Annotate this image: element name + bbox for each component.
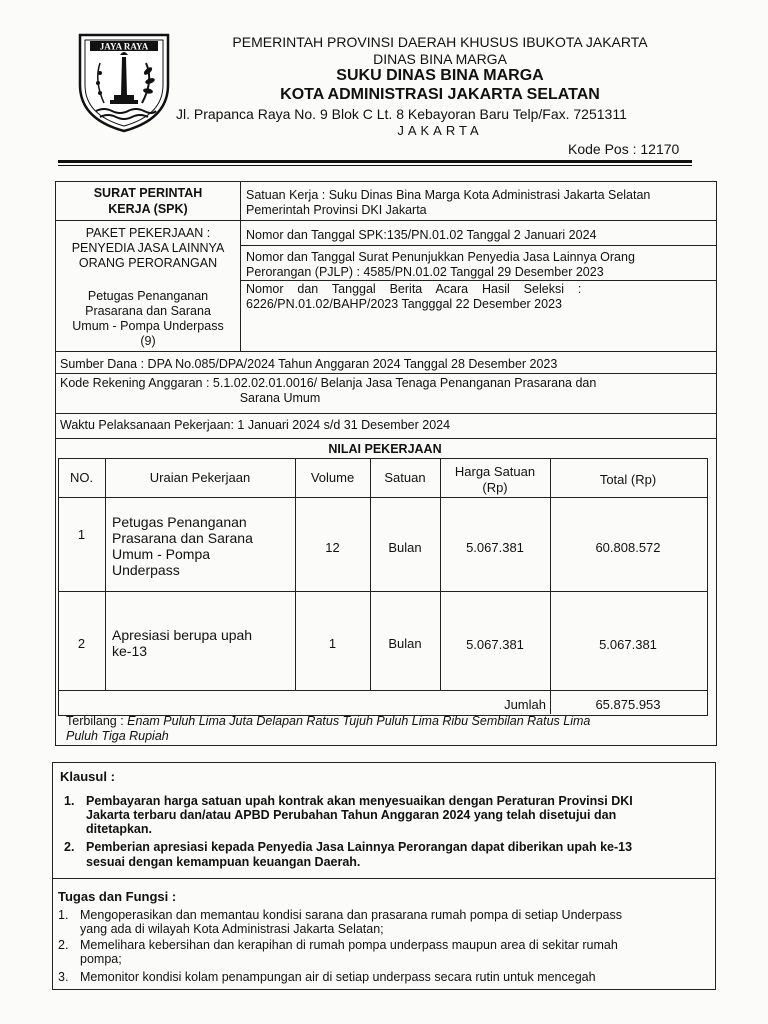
row1-harga: 5.067.381 — [466, 540, 524, 555]
row2-satuan: Bulan — [388, 636, 422, 651]
spk-divider-1 — [55, 220, 716, 221]
col-header-satuan: Satuan — [384, 470, 426, 485]
spk-divider-3 — [240, 280, 716, 281]
klausul-1-line3: ditetapkan. — [86, 822, 152, 836]
header-address: Jl. Prapanca Raya No. 9 Blok C Lt. 8 Kebayoran Baru Telp/Fax. 7251311 — [176, 106, 627, 122]
header-department: DINAS BINA MARGA — [373, 51, 507, 67]
spk-divider-6 — [55, 413, 716, 414]
jaya-raya-logo — [76, 33, 172, 133]
row1-total: 60.808.572 — [595, 540, 661, 555]
klausul-2-line1: Pemberian apresiasi kepada Penyedia Jasa Lainnya Perorangan dapat diberikan upah ke-13 — [86, 840, 633, 854]
tugas-1-line1: Mengoperasikan dan memantau kondisi sarana dan prasarana rumah pompa di setiap Underpass — [80, 908, 622, 922]
kode-rekening-line1: Kode Rekening Anggaran : 5.1.02.02.01.0016/ Belanja Jasa Tenaga Penanganan Prasarana dan — [60, 376, 597, 390]
paket-name-line1: Petugas Penanganan — [87, 289, 209, 303]
kode-rekening-line2: Sarana Umum — [239, 391, 321, 405]
paket-name-line2: Prasarana dan Sarana — [85, 304, 211, 318]
row2-uraian-line1: Apresiasi berupa upah — [112, 627, 253, 643]
spk-title-line1: SURAT PERINTAH — [93, 186, 203, 200]
klausul-1-number: 1. — [64, 794, 75, 808]
berita-acara-line1: Nomor dan Tanggal Berita Acara Hasil Seleksi : — [246, 282, 582, 296]
klausul-2-number: 2. — [64, 840, 75, 854]
row2-uraian-line2: ke-13 — [112, 643, 148, 659]
jumlah-value: 65.875.953 — [595, 697, 661, 712]
jumlah-label: Jumlah — [504, 697, 546, 712]
berita-acara-line2: 6226/PN.01.02/BAHP/2023 Tangggal 22 Desember 2023 — [246, 297, 562, 311]
klausul-title: Klausul : — [60, 769, 115, 784]
header-city-admin: KOTA ADMINISTRASI JAKARTA SELATAN — [280, 86, 600, 103]
row2-no: 2 — [77, 636, 86, 651]
terbilang-label: Terbilang : — [66, 714, 128, 728]
nomor-spk: Nomor dan Tanggal SPK:135/PN.01.02 Tanggal 2 Januari 2024 — [246, 228, 597, 242]
spk-title-line2: KERJA (SPK) — [108, 202, 188, 216]
pjlp-line2: Perorangan (PJLP) : 4585/PN.01.02 Tanggal 29 Desember 2023 — [246, 265, 604, 279]
tugas-1-number: 1. — [58, 908, 69, 922]
tugas-1-line2: yang ada di wilayah Kota Administrasi Jakarta Selatan; — [80, 922, 384, 936]
row1-uraian-line4: Underpass — [112, 562, 180, 578]
header-province: PEMERINTAH PROVINSI DAERAH KHUSUS IBUKOTA JAKARTA — [232, 34, 648, 50]
nilai-pekerjaan-title: NILAI PEKERJAAN — [328, 442, 442, 456]
row2-total: 5.067.381 — [599, 637, 657, 652]
spk-divider-7 — [55, 438, 716, 439]
klausul-1-line1: Pembayaran harga satuan upah kontrak akan menyesuaikan dengan Peraturan Provinsi DKI — [86, 794, 633, 808]
paket-type-line2: ORANG PERORANGAN — [78, 256, 218, 270]
waktu-pelaksanaan: Waktu Pelaksanaan Pekerjaan: 1 Januari 2024 s/d 31 Desember 2024 — [60, 418, 451, 432]
tugas-3-line1: Memonitor kondisi kolam penampungan air di setiap underpass secara rutin untuk mencegah — [80, 970, 596, 984]
spk-divider-2 — [240, 245, 716, 246]
col-header-no: NO. — [69, 470, 94, 485]
header-rule-thick — [58, 160, 692, 163]
postal-code: Kode Pos : 12170 — [568, 141, 680, 157]
sumber-dana: Sumber Dana : DPA No.085/DPA/2024 Tahun Anggaran 2024 Tanggal 28 Desember 2023 — [60, 357, 558, 371]
satuan-kerja-line2: Pemerintah Provinsi DKI Jakarta — [246, 203, 427, 217]
klausul-2-line2: sesuai dengan kemampuan keuangan Daerah. — [86, 855, 361, 869]
paket-name-line4: (9) — [140, 334, 156, 348]
col-header-volume: Volume — [310, 470, 355, 485]
paket-type-line1: PENYEDIA JASA LAINNYA — [71, 241, 225, 255]
header-sub-department: SUKU DINAS BINA MARGA — [336, 67, 544, 84]
paket-name-line3: Umum - Pompa Underpass — [72, 319, 224, 333]
terbilang-line2: Puluh Tiga Rupiah — [66, 729, 169, 743]
terbilang-line1 — [66, 714, 712, 728]
row2-harga: 5.067.381 — [466, 637, 524, 652]
spk-divider-4 — [55, 351, 716, 352]
klausul-1-line2: Jakarta terbaru dan/atau APBD Perubahan Tahun Anggaran 2024 yang telah disetujui dan — [86, 808, 617, 822]
tugas-title: Tugas dan Fungsi : — [58, 889, 177, 904]
col-header-uraian: Uraian Pekerjaan — [149, 470, 251, 485]
spk-divider-vertical — [240, 181, 241, 351]
row1-uraian-line3: Umum - Pompa — [112, 546, 211, 562]
tugas-2-number: 2. — [58, 938, 69, 952]
row1-uraian-line1: Petugas Penanganan — [112, 514, 247, 530]
row1-no: 1 — [77, 527, 86, 542]
col-header-harga-line2: (Rp) — [482, 480, 508, 495]
header-rule-thin — [58, 165, 692, 166]
tugas-3-number: 3. — [58, 970, 69, 984]
tugas-2-line2: pompa; — [80, 952, 122, 966]
col-header-total: Total (Rp) — [599, 472, 657, 487]
row2-volume: 1 — [328, 636, 337, 651]
header-city: JAKARTA — [397, 123, 483, 138]
row1-satuan: Bulan — [388, 540, 422, 555]
tugas-2-line1: Memelihara kebersihan dan kerapihan di rumah pompa underpass maupun area di sekitar rumah — [80, 938, 618, 952]
satuan-kerja-line1: Satuan Kerja : Suku Dinas Bina Marga Kota Administrasi Jakarta Selatan — [246, 188, 651, 202]
row1-uraian-line2: Prasarana dan Sarana — [112, 530, 253, 546]
terbilang-text: Enam Puluh Lima Juta Delapan Ratus Tujuh Puluh Lima Ribu Sembilan Ratus Lima — [127, 714, 591, 728]
row1-volume: 12 — [325, 540, 340, 555]
klausul-divider — [52, 878, 715, 879]
pjlp-line1: Nomor dan Tanggal Surat Penunjukkan Penyedia Jasa Lainnya Orang — [246, 250, 635, 264]
logo-text: JAYA RAYA — [99, 41, 149, 52]
spk-divider-5 — [55, 373, 716, 374]
paket-label: PAKET PEKERJAAN : — [85, 226, 211, 240]
col-header-harga-line1: Harga Satuan — [454, 464, 536, 479]
